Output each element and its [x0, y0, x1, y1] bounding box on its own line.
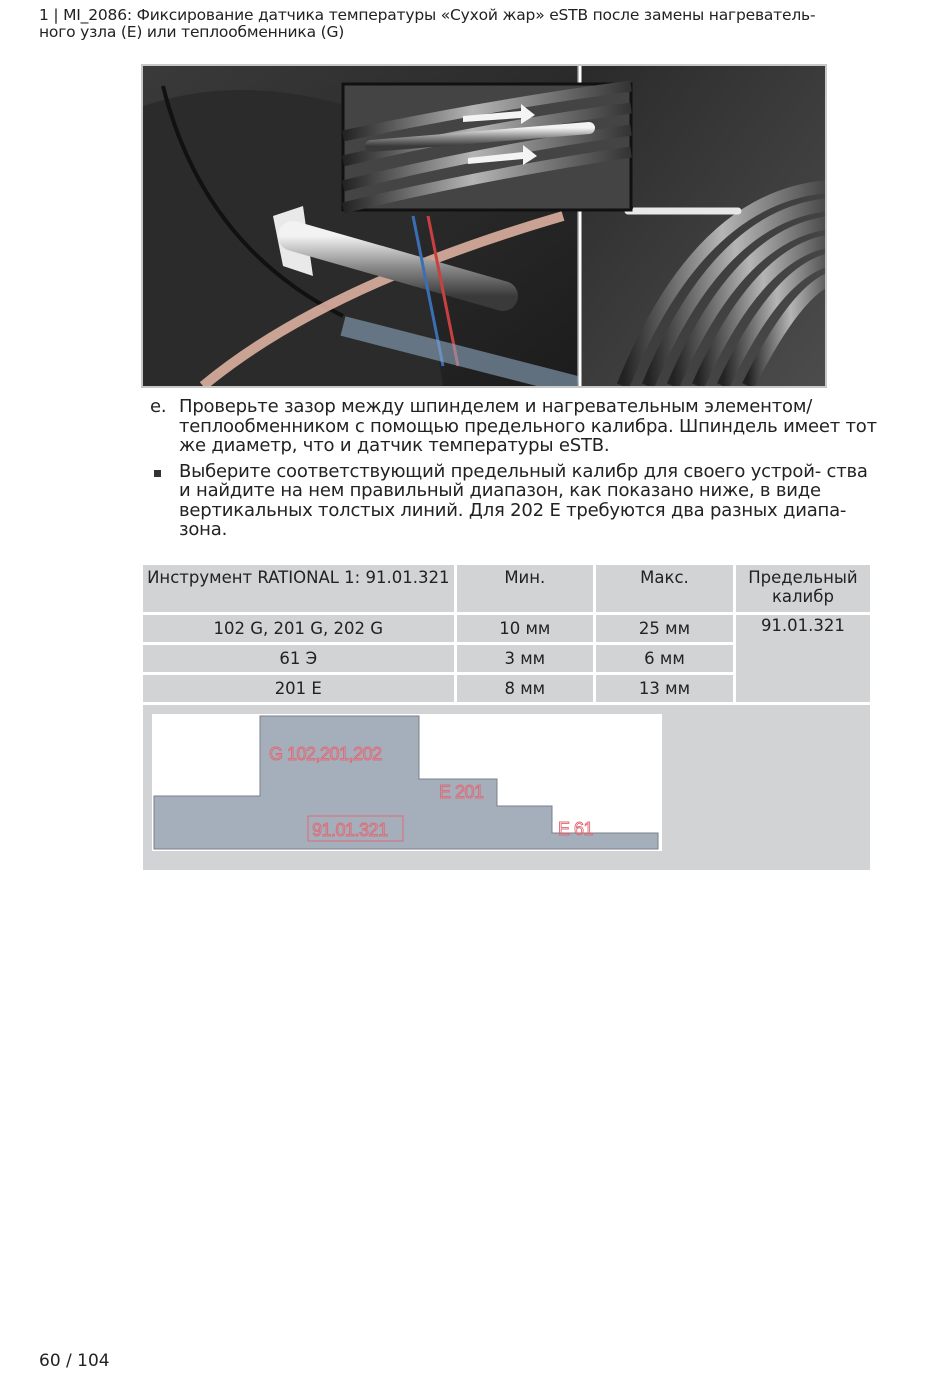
table-row	[143, 615, 870, 642]
page-header	[39, 7, 919, 41]
row-2-max: 6 мм	[596, 645, 733, 672]
label-g: G 102,201,202	[269, 744, 382, 764]
row-1-model: 102 G, 201 G, 202 G	[143, 615, 454, 642]
row-1-max: 25 мм	[596, 615, 733, 642]
step-e	[150, 397, 880, 456]
instruction-steps	[150, 397, 880, 546]
gauge-number: 91.01.321	[736, 615, 870, 702]
label-e61: E 61	[558, 819, 594, 839]
step-bullet-text: Выберите соответствующий предельный калибр для своего устрой- ства и найдите на нем правильный диапазон, как показано ниже, в виде вертикальных толстых линий. Для 202 E требуются два разных диапа- зона.	[179, 460, 868, 540]
step-e-marker: e.	[150, 396, 167, 417]
step-e-text: Проверьте зазор между шпинделем и нагревательным элементом/ теплообменником с помощью предельного калибра. Шпиндель имеет тот же диаметр, что и датчик температуры eSTB.	[179, 396, 877, 456]
row-3-min: 8 мм	[457, 675, 594, 702]
header-gauge: Предельный калибр	[736, 565, 870, 612]
bullet-marker	[154, 470, 161, 477]
row-1-min: 10 мм	[457, 615, 594, 642]
row-3-max: 13 мм	[596, 675, 733, 702]
header-line-2: ного узла (E) или теплообменника (G)	[39, 23, 345, 41]
installation-photo	[141, 64, 827, 388]
limit-gauge-diagram	[152, 714, 662, 851]
gauge-spec-table	[140, 562, 873, 873]
page-number: 60 / 104	[39, 1351, 110, 1371]
label-part: 91.01.321	[312, 820, 388, 840]
label-e201: E 201	[439, 782, 484, 802]
diagram-cell	[143, 705, 870, 870]
step-bullet	[150, 462, 880, 540]
header-tool: Инструмент RATIONAL 1: 91.01.321	[143, 565, 454, 612]
header-max: Макс.	[596, 565, 733, 612]
diagram-row	[143, 705, 870, 870]
row-2-min: 3 мм	[457, 645, 594, 672]
header-line-1: 1 | MI_2086: Фиксирование датчика температуры «Сухой жар» eSTB после замены нагреватель-	[39, 6, 816, 24]
row-2-model: 61 Э	[143, 645, 454, 672]
row-3-model: 201 E	[143, 675, 454, 702]
header-min: Мин.	[457, 565, 594, 612]
table-header-row	[143, 565, 870, 612]
